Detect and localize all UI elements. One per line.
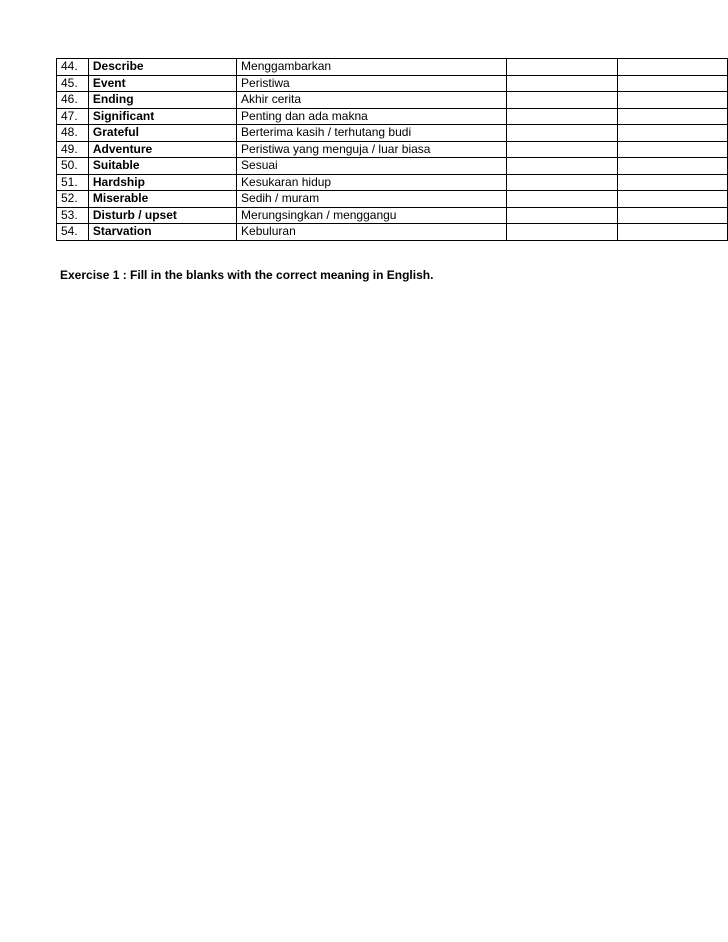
table-row	[57, 75, 728, 92]
blank-cell	[507, 158, 618, 175]
table-row	[57, 174, 728, 191]
blank-cell	[618, 125, 728, 142]
blank-cell	[618, 224, 728, 241]
row-number: 54.	[57, 224, 89, 241]
blank-cell	[507, 224, 618, 241]
blank-cell	[618, 158, 728, 175]
blank-cell	[618, 141, 728, 158]
vocab-meaning: Sesuai	[237, 158, 507, 175]
table-row	[57, 125, 728, 142]
vocab-meaning: Kebuluran	[237, 224, 507, 241]
row-number: 52.	[57, 191, 89, 208]
exercise-heading: Exercise 1 : Fill in the blanks with the correct meaning in English.	[60, 268, 434, 282]
vocab-meaning: Penting dan ada makna	[237, 108, 507, 125]
blank-cell	[618, 75, 728, 92]
vocab-word: Disturb / upset	[88, 207, 236, 224]
vocab-meaning: Peristiwa yang menguja / luar biasa	[237, 141, 507, 158]
vocab-word: Starvation	[88, 224, 236, 241]
vocab-meaning: Kesukaran hidup	[237, 174, 507, 191]
vocab-word: Suitable	[88, 158, 236, 175]
table-row	[57, 158, 728, 175]
row-number: 48.	[57, 125, 89, 142]
table-row	[57, 141, 728, 158]
vocab-meaning: Sedih / muram	[237, 191, 507, 208]
blank-cell	[618, 174, 728, 191]
table-row	[57, 207, 728, 224]
blank-cell	[507, 75, 618, 92]
vocabulary-table-body	[57, 59, 728, 241]
vocab-word: Grateful	[88, 125, 236, 142]
blank-cell	[507, 191, 618, 208]
row-number: 47.	[57, 108, 89, 125]
vocab-word: Hardship	[88, 174, 236, 191]
vocab-word: Ending	[88, 92, 236, 109]
blank-cell	[507, 125, 618, 142]
blank-cell	[618, 108, 728, 125]
blank-cell	[507, 108, 618, 125]
blank-cell	[507, 59, 618, 76]
vocab-word: Event	[88, 75, 236, 92]
vocab-meaning: Peristiwa	[237, 75, 507, 92]
blank-cell	[618, 191, 728, 208]
row-number: 50.	[57, 158, 89, 175]
vocab-word: Miserable	[88, 191, 236, 208]
blank-cell	[507, 92, 618, 109]
blank-cell	[507, 141, 618, 158]
vocab-meaning: Berterima kasih / terhutang budi	[237, 125, 507, 142]
row-number: 45.	[57, 75, 89, 92]
vocab-word: Significant	[88, 108, 236, 125]
row-number: 51.	[57, 174, 89, 191]
vocab-meaning: Merungsingkan / menggangu	[237, 207, 507, 224]
row-number: 53.	[57, 207, 89, 224]
blank-cell	[507, 174, 618, 191]
row-number: 44.	[57, 59, 89, 76]
blank-cell	[618, 92, 728, 109]
row-number: 46.	[57, 92, 89, 109]
vocab-meaning: Akhir cerita	[237, 92, 507, 109]
blank-cell	[507, 207, 618, 224]
table-row	[57, 108, 728, 125]
table-row	[57, 191, 728, 208]
blank-cell	[618, 207, 728, 224]
vocab-word: Describe	[88, 59, 236, 76]
table-row	[57, 224, 728, 241]
table-row	[57, 92, 728, 109]
table-row	[57, 59, 728, 76]
vocab-word: Adventure	[88, 141, 236, 158]
blank-cell	[618, 59, 728, 76]
vocab-meaning: Menggambarkan	[237, 59, 507, 76]
vocabulary-table	[56, 58, 728, 241]
row-number: 49.	[57, 141, 89, 158]
